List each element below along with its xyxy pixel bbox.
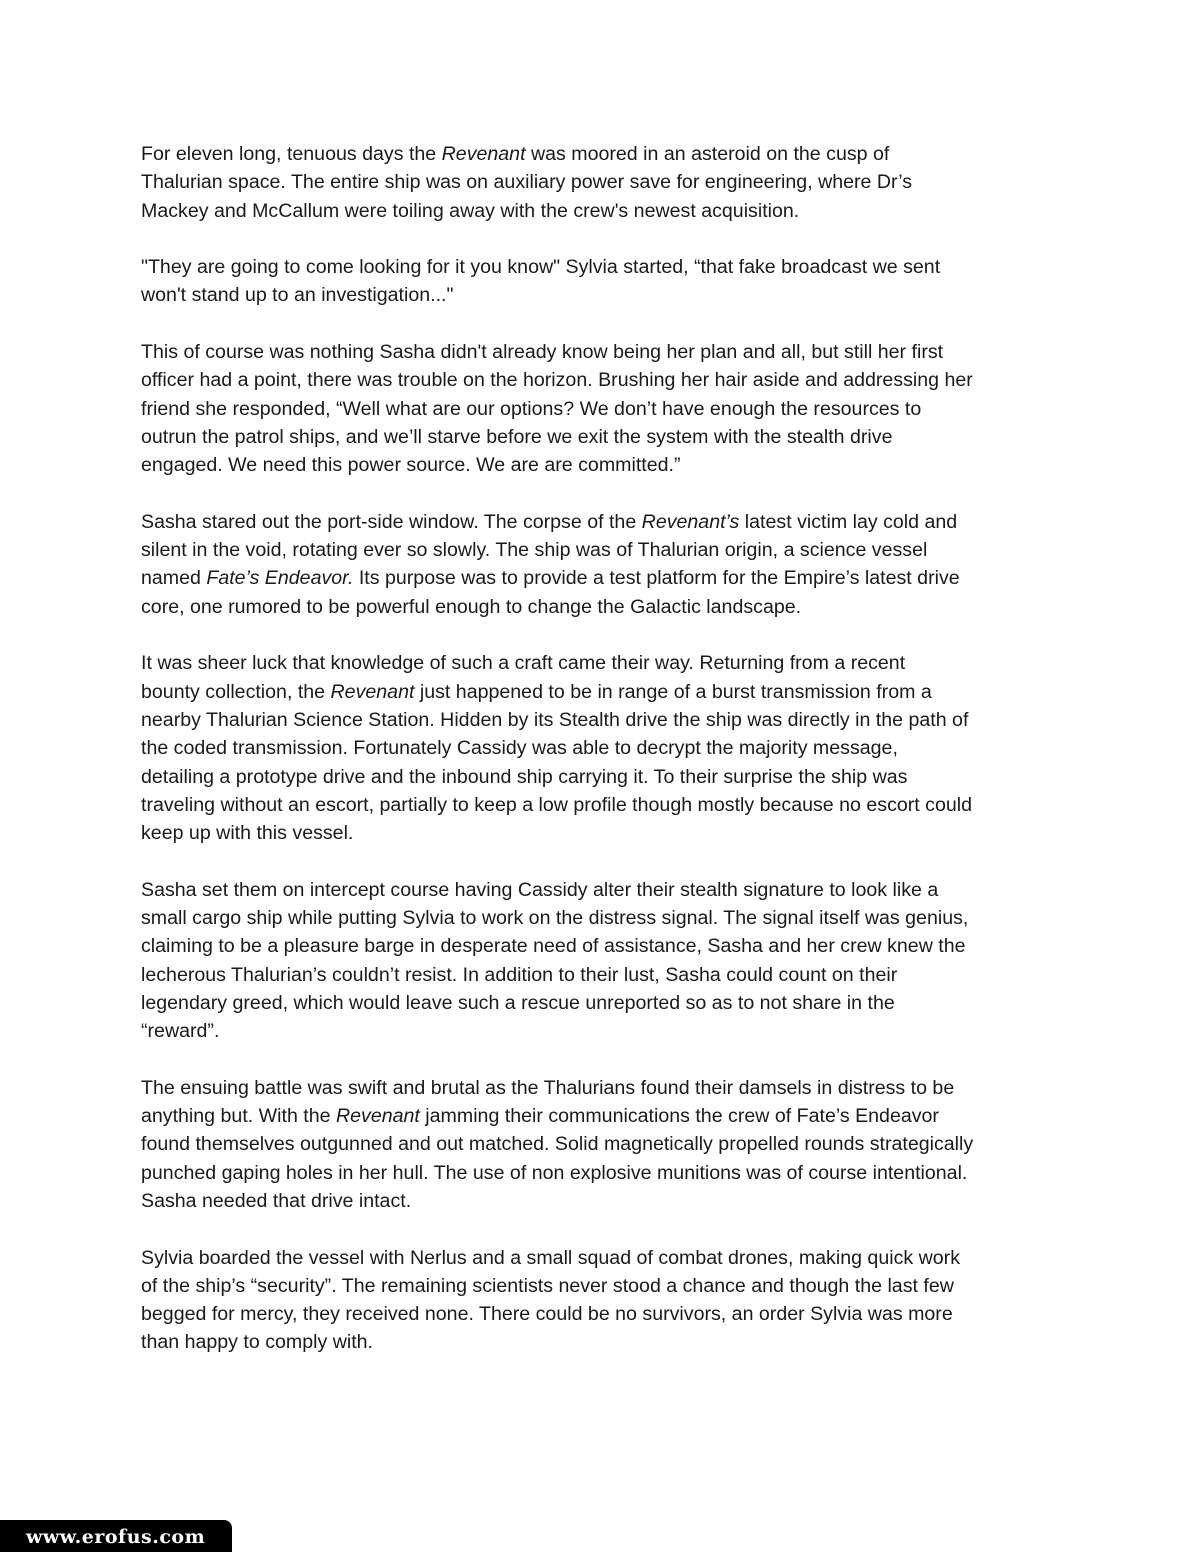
text-line <box>141 451 1071 479</box>
text-segment: won't stand up to an investigation..." <box>141 284 454 307</box>
text-segment: “reward”. <box>141 1020 220 1043</box>
text-line <box>141 678 1071 706</box>
text-segment: traveling without an escort, partially to keep a low profile though mostly because no escort could <box>141 793 973 816</box>
text-segment: the coded transmission. Fortunately Cassidy was able to decrypt the majority message, <box>141 737 898 760</box>
text-segment: found themselves outgunned and out matched. Solid magnetically propelled rounds strategically <box>141 1133 974 1156</box>
italic-text: Revenant’s <box>641 510 740 533</box>
text-line <box>141 1074 1071 1102</box>
text-segment: officer had a point, there was trouble on the horizon. Brushing her hair aside and addressing her <box>141 369 973 392</box>
text-segment: Mackey and McCallum were toiling away with the crew's newest acquisition. <box>141 199 800 222</box>
text-segment: named <box>141 567 207 590</box>
text-segment: than happy to comply with. <box>141 1331 373 1354</box>
paragraph <box>141 140 1071 225</box>
text-line <box>141 1300 1071 1328</box>
text-segment: legendary greed, which would leave such a rescue unreported so as to not share in the <box>141 991 895 1014</box>
text-segment: outrun the patrol ships, and we’ll starve before we exit the system with the stealth drive <box>141 425 893 448</box>
text-line <box>141 366 1071 394</box>
text-line <box>141 395 1071 423</box>
text-line <box>141 932 1071 960</box>
watermark-text: www.erofus.com <box>26 1526 206 1548</box>
paragraph <box>141 1244 1071 1357</box>
text-line <box>141 1328 1071 1356</box>
text-segment: For eleven long, tenuous days the <box>141 143 442 165</box>
paragraph <box>141 253 1071 310</box>
text-segment: punched gaping holes in her hull. The use of non explosive munitions was of course intentional. <box>141 1161 968 1184</box>
text-segment: Its purpose was to provide a test platform for the Empire’s latest drive <box>353 567 960 590</box>
text-line <box>141 763 1071 791</box>
text-line <box>141 1017 1071 1045</box>
text-line <box>141 423 1071 451</box>
paragraph <box>141 508 1071 621</box>
text-segment: keep up with this vessel. <box>141 822 354 845</box>
text-segment: of the ship’s “security”. The remaining scientists never stood a chance and though the last few <box>141 1274 954 1297</box>
italic-text: Revenant <box>441 143 526 165</box>
text-segment: core, one rumored to be powerful enough to change the Galactic landscape. <box>141 595 802 618</box>
text-line <box>141 536 1071 564</box>
text-segment: small cargo ship while putting Sylvia to work on the distress signal. The signal itself was genius, <box>141 907 969 930</box>
italic-text: Revenant <box>330 680 415 703</box>
text-line <box>141 564 1071 592</box>
text-line <box>141 593 1071 621</box>
text-segment: Sylvia boarded the vessel with Nerlus and a small squad of combat drones, making quick work <box>141 1246 960 1269</box>
text-line <box>141 876 1071 904</box>
text-segment: Thalurian space. The entire ship was on auxiliary power save for engineering, where Dr’s <box>141 171 913 194</box>
text-segment: was moored in an asteroid on the cusp of <box>525 143 890 165</box>
text-line <box>141 706 1071 734</box>
text-line <box>141 281 1071 309</box>
italic-text: Revenant <box>335 1105 420 1128</box>
text-segment: Sasha set them on intercept course having Cassidy alter their stealth signature to look like a <box>141 878 939 901</box>
text-segment: The ensuing battle was swift and brutal as the Thalurians found their damsels in distress to be <box>141 1076 955 1099</box>
text-segment: anything but. With the <box>141 1105 336 1128</box>
text-segment: engaged. We need this power source. We are are committed.” <box>141 454 681 477</box>
text-segment: This of course was nothing Sasha didn't already know being her plan and all, but still her first <box>141 341 944 364</box>
text-line <box>141 791 1071 819</box>
text-line <box>141 1130 1071 1158</box>
text-segment: bounty collection, the <box>141 680 331 703</box>
text-segment: Sasha stared out the port-side window. The corpse of the <box>141 510 642 533</box>
text-line <box>141 1187 1071 1215</box>
text-segment: lecherous Thalurian’s couldn’t resist. In addition to their lust, Sasha could count on their <box>141 963 898 986</box>
text-segment: nearby Thalurian Science Station. Hidden by its Stealth drive the ship was directly in the path of <box>141 708 969 731</box>
text-line <box>141 961 1071 989</box>
text-segment: just happened to be in range of a burst transmission from a <box>414 680 932 703</box>
text-line <box>141 168 1071 196</box>
text-line <box>141 1159 1071 1187</box>
text-line <box>141 140 1071 168</box>
text-line <box>141 734 1071 762</box>
text-segment: jamming their communications the crew of Fate’s Endeavor <box>419 1105 939 1128</box>
text-segment: silent in the void, rotating ever so slowly. The ship was of Thalurian origin, a science vessel <box>141 539 928 562</box>
text-line <box>141 989 1071 1017</box>
text-segment: "They are going to come looking for it you know" Sylvia started, “that fake broadcast we sent <box>141 256 941 279</box>
paragraph <box>141 338 1071 479</box>
text-line <box>141 1244 1071 1272</box>
text-segment: Sasha needed that drive intact. <box>141 1189 412 1212</box>
paragraph <box>141 1074 1071 1215</box>
text-line <box>141 253 1071 281</box>
text-segment: friend she responded, “Well what are our options? We don’t have enough the resources to <box>141 397 922 420</box>
italic-text: Fate’s Endeavor. <box>206 567 354 590</box>
text-line <box>141 1102 1071 1130</box>
text-segment: latest victim lay cold and <box>739 510 958 533</box>
watermark-badge <box>0 1520 232 1552</box>
text-line <box>141 197 1071 225</box>
text-segment: claiming to be a pleasure barge in desperate need of assistance, Sasha and her crew knew the <box>141 935 966 958</box>
text-line <box>141 649 1071 677</box>
paragraph <box>141 876 1071 1046</box>
text-line <box>141 819 1071 847</box>
document-body <box>141 140 1071 1385</box>
text-segment: begged for mercy, they received none. There could be no survivors, an order Sylvia was more <box>141 1303 953 1326</box>
text-line <box>141 904 1071 932</box>
text-segment: It was sheer luck that knowledge of such a craft came their way. Returning from a recent <box>141 652 906 675</box>
text-line <box>141 508 1071 536</box>
text-line <box>141 1272 1071 1300</box>
paragraph <box>141 649 1071 847</box>
text-line <box>141 338 1071 366</box>
text-segment: detailing a prototype drive and the inbound ship carrying it. To their surprise the ship was <box>141 765 908 788</box>
